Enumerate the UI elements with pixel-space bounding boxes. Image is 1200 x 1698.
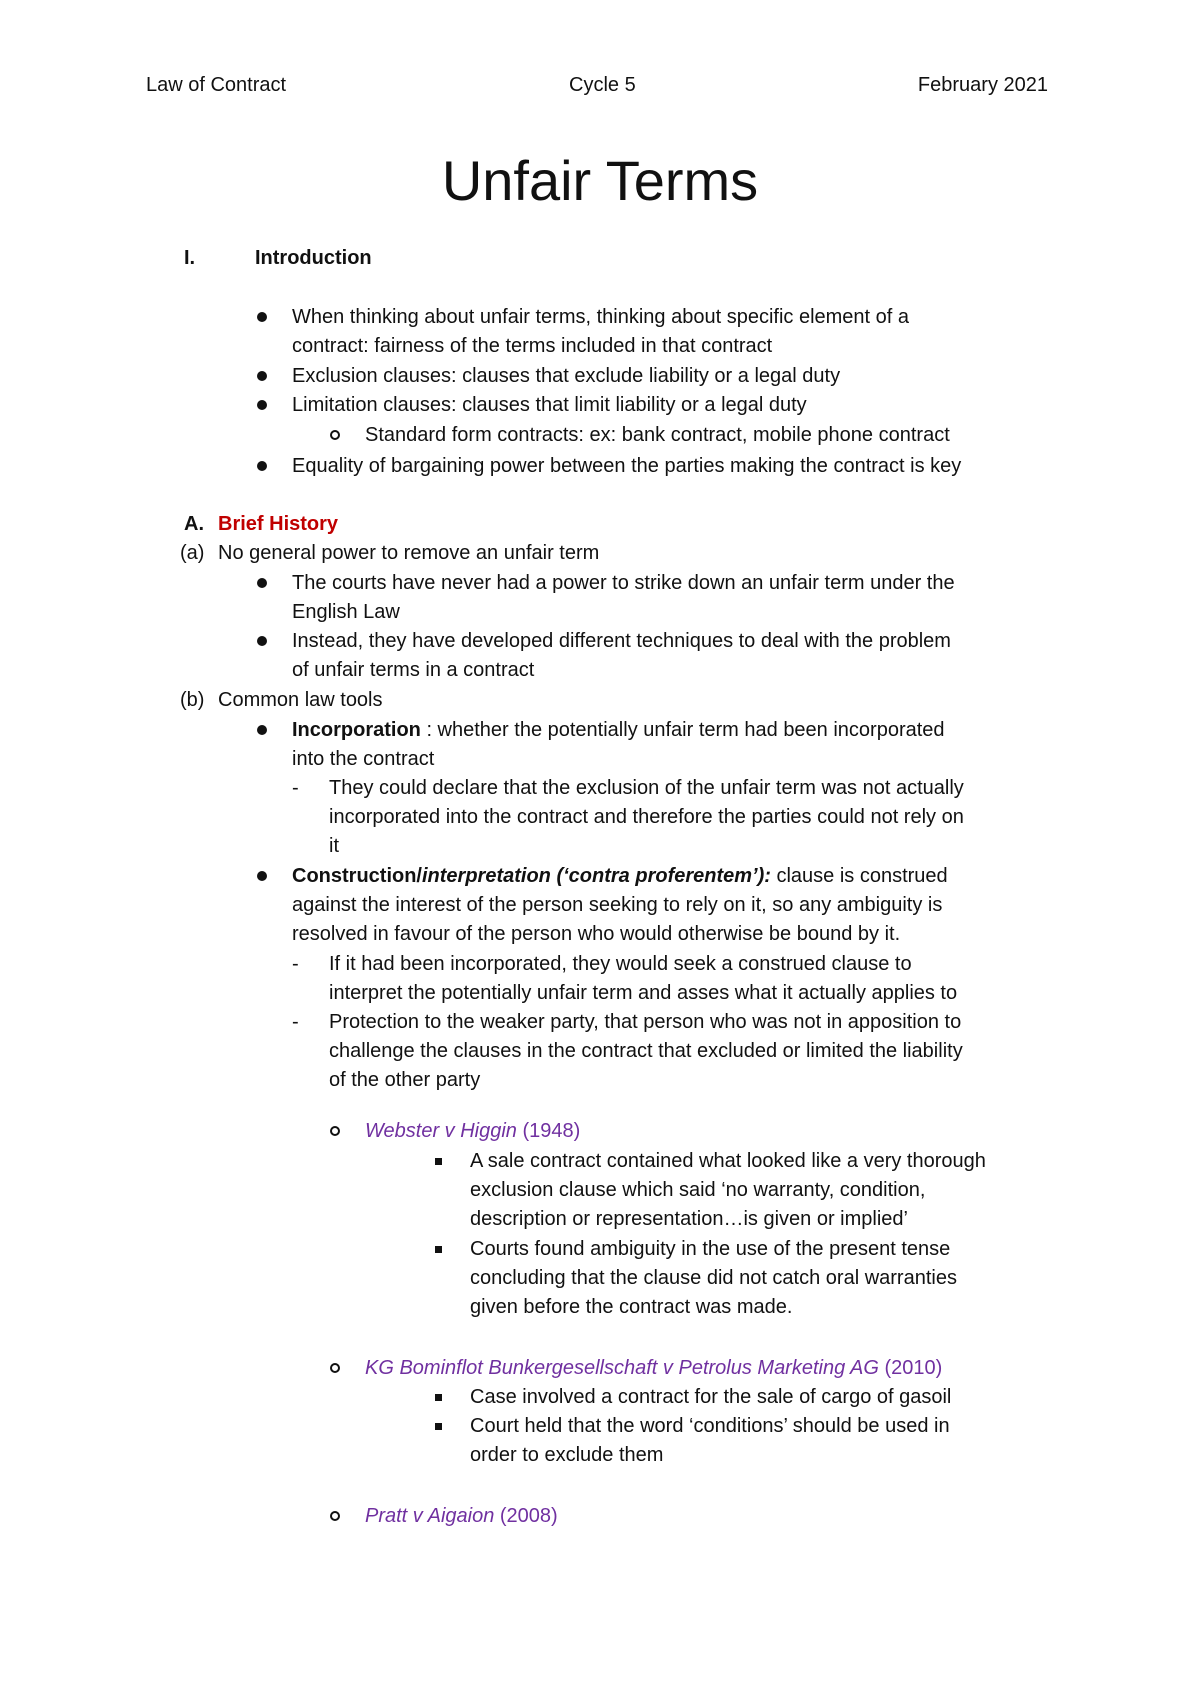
dash-marker: - — [292, 953, 299, 975]
header-course: Law of Contract — [146, 74, 287, 96]
case-year: (2010) — [878, 1357, 943, 1379]
bullet-text — [292, 862, 948, 891]
sub-bullet-icon — [330, 430, 340, 440]
bullet-text: resolved in favour of the person who would otherwise be bound by it. — [292, 923, 901, 945]
dash-text: it — [329, 835, 339, 857]
dash-text: They could declare that the exclusion of the unfair term was not actually — [329, 777, 964, 799]
subsection-heading: Brief History — [218, 513, 339, 535]
term-incorporation: Incorporation — [292, 719, 421, 741]
list-label: (a) — [180, 542, 205, 564]
bullet-text: Instead, they have developed different techniques to deal with the problem — [292, 630, 951, 652]
case-bullet-icon — [330, 1126, 340, 1136]
bullet-icon — [257, 312, 267, 322]
dash-marker: - — [292, 1011, 299, 1033]
term-definition: clause is construed — [770, 865, 948, 887]
bullet-icon — [257, 578, 267, 588]
case-point: given before the contract was made. — [470, 1296, 793, 1318]
page-header — [146, 74, 1054, 104]
bullet-text: Equality of bargaining power between the parties making the contract is key — [292, 455, 962, 477]
sub-bullet-text: Standard form contracts: ex: bank contract, mobile phone contract — [365, 424, 950, 446]
case-name: Pratt v Aigaion — [365, 1505, 495, 1527]
bullet-icon — [257, 400, 267, 410]
bullet-text — [292, 716, 945, 745]
page-title: Unfair Terms — [441, 149, 759, 212]
bullet-text: English Law — [292, 601, 400, 623]
dash-text: If it had been incorporated, they would seek a construed clause to — [329, 953, 912, 975]
bullet-icon — [257, 871, 267, 881]
bullet-icon — [257, 461, 267, 471]
square-bullet-icon — [435, 1423, 442, 1430]
case-year: (2008) — [494, 1505, 558, 1527]
case-bullet-icon — [330, 1511, 340, 1521]
list-label: (b) — [180, 689, 205, 711]
section-number: I. — [184, 247, 196, 269]
case-point: description or representation…is given or implied’ — [470, 1208, 908, 1230]
square-bullet-icon — [435, 1394, 442, 1401]
dash-text: challenge the clauses in the contract that excluded or limited the liability — [329, 1040, 963, 1062]
term-construction: Construction/ — [292, 865, 422, 887]
case-citation — [365, 1502, 558, 1531]
bullet-icon — [257, 725, 267, 735]
case-year: (1948) — [516, 1120, 581, 1142]
bullet-icon — [257, 371, 267, 381]
case-citation — [365, 1354, 942, 1383]
case-bullet-icon — [330, 1363, 340, 1373]
case-point: concluding that the clause did not catch oral warranties — [470, 1267, 957, 1289]
bullet-text: When thinking about unfair terms, thinking about specific element of a — [292, 306, 910, 328]
bullet-text: Limitation clauses: clauses that limit liability or a legal duty — [292, 394, 807, 416]
section-heading: Introduction — [255, 247, 372, 269]
bullet-text: of unfair terms in a contract — [292, 659, 535, 681]
case-citation — [365, 1117, 580, 1146]
case-name: Webster v Higgin — [365, 1120, 517, 1142]
dash-text: of the other party — [329, 1069, 481, 1091]
square-bullet-icon — [435, 1246, 442, 1253]
term-definition: : whether the potentially unfair term had been incorporated — [420, 719, 945, 741]
case-name: KG Bominflot Bunkergesellschaft v Petrolus Marketing AG — [365, 1357, 879, 1379]
bullet-text: Exclusion clauses: clauses that exclude liability or a legal duty — [292, 365, 841, 387]
term-interpretation: interpretation (‘contra proferentem’): — [422, 865, 771, 887]
bullet-text: against the interest of the person seeking to rely on it, so any ambiguity is — [292, 894, 943, 916]
case-point: Courts found ambiguity in the use of the present tense — [470, 1238, 951, 1260]
case-point: Case involved a contract for the sale of cargo of gasoil — [470, 1386, 952, 1408]
bullet-icon — [257, 636, 267, 646]
dash-marker: - — [292, 777, 299, 799]
dash-text: Protection to the weaker party, that person who was not in apposition to — [329, 1011, 962, 1033]
header-cycle: Cycle 5 — [569, 74, 636, 96]
case-point: Court held that the word ‘conditions’ should be used in — [470, 1415, 950, 1437]
list-text: Common law tools — [218, 689, 383, 711]
square-bullet-icon — [435, 1158, 442, 1165]
header-date: February 2021 — [917, 74, 1048, 96]
bullet-text: into the contract — [292, 748, 435, 770]
subsection-letter: A. — [184, 513, 204, 535]
list-text: No general power to remove an unfair term — [218, 542, 600, 564]
case-point: exclusion clause which said ‘no warranty, condition, — [470, 1179, 926, 1201]
bullet-text: contract: fairness of the terms included in that contract — [292, 335, 773, 357]
dash-text: interpret the potentially unfair term and asses what it actually applies to — [329, 982, 958, 1004]
bullet-text: The courts have never had a power to strike down an unfair term under the — [292, 572, 955, 594]
case-point: A sale contract contained what looked like a very thorough — [470, 1150, 986, 1172]
dash-text: incorporated into the contract and therefore the parties could not rely on — [329, 806, 964, 828]
case-point: order to exclude them — [470, 1444, 664, 1466]
